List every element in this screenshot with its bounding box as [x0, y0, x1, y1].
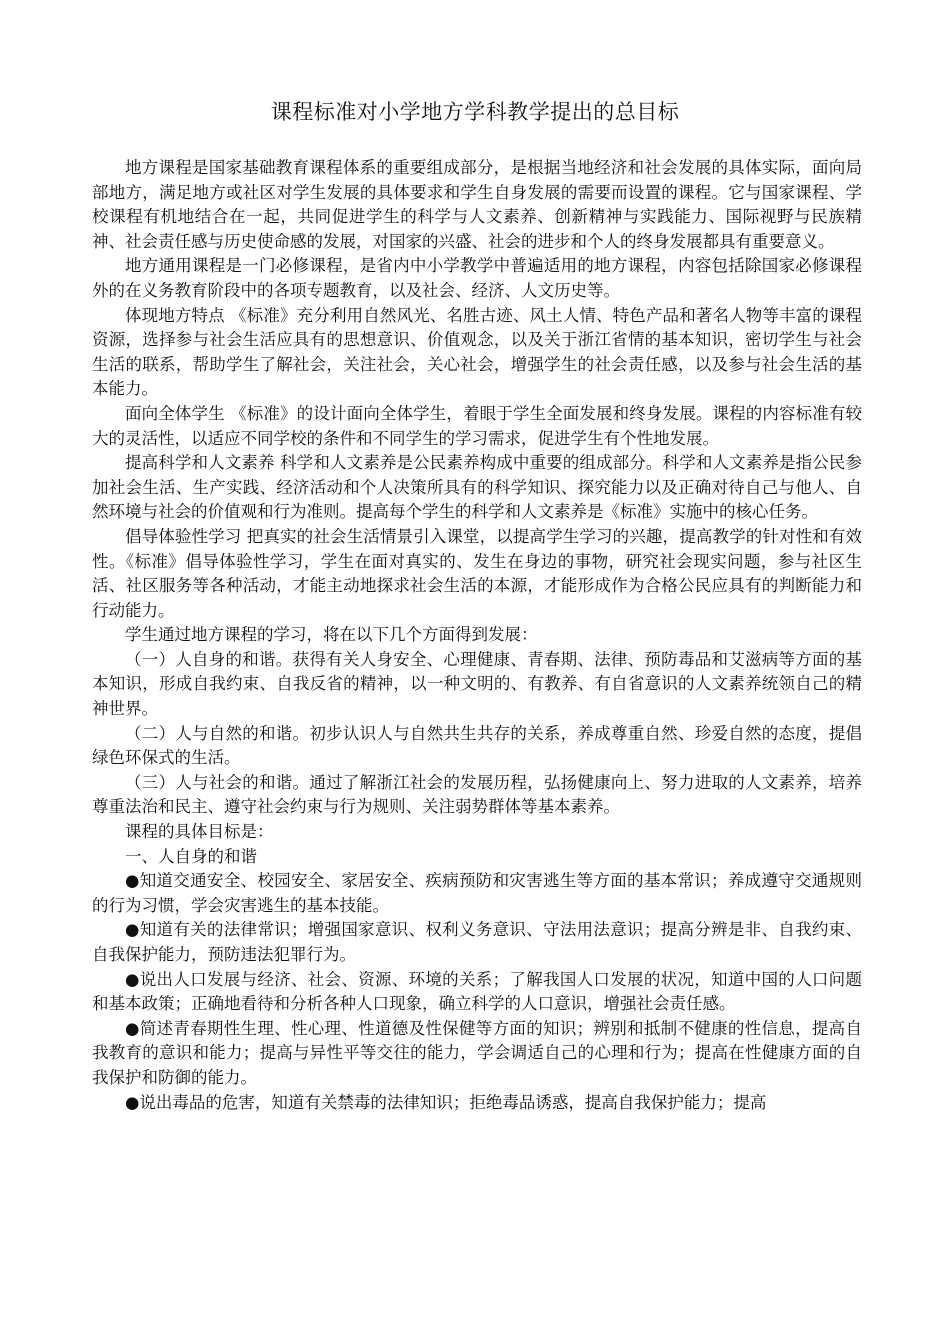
bullet-safety: ●知道交通安全、校园安全、家居安全、疾病预防和灾害逃生等方面的基本常识；养成遵守交通规则的行为习惯，学会灾害逃生的基本技能。	[92, 871, 862, 915]
paragraph-local-features: 体现地方特点 《标准》充分利用自然风光、名胜古迹、风土人情、特色产品和著名人物等丰富的课程资源，选择参与社会生活应具有的思想意识、价值观念，以及关于浙江省情的基本知识，密切学生与社会生活的联系，帮助学生了解社会，关注社会，关心社会，增强学生的社会责任感，以及参与社会生活的基本能力。	[92, 305, 862, 399]
bullet-law: ●知道有关的法律常识；增强国家意识、权利义务意识、守法用法意识；提高分辨是非、自我约束、自我保护能力，预防违法犯罪行为。	[92, 920, 862, 964]
bullet-drugs: ●说出毒品的危害，知道有关禁毒的法律知识；拒绝毒品诱惑，提高自我保护能力；提高	[125, 1092, 767, 1112]
paragraph-nature-harmony: （二）人与自然的和谐。初步认识人与自然共生共存的关系，养成尊重自然、珍爱自然的态度，提倡绿色环保式的生活。	[92, 723, 862, 768]
bullet-adolescence: ●简述青春期性生理、性心理、性道德及性保健等方面的知识；辨别和抵制不健康的性信息，提高自我教育的意识和能力；提高与异性平等交往的能力，学会调适自己的心理和行为；提高在性健康方面的自我保护和防御的能力。	[92, 1018, 862, 1087]
section-heading-self-harmony: 一、人自身的和谐	[125, 846, 257, 866]
paragraph-specific-goals: 课程的具体目标是：	[125, 822, 274, 842]
paragraph-society-harmony: （三）人与社会的和谐。通过了解浙江社会的发展历程，弘扬健康向上、努力进取的人文素养，培养尊重法治和民主、遵守社会约束与行为规则、关注弱势群体等基本素养。	[92, 772, 862, 817]
paragraph-local-curriculum-intro: 地方课程是国家基础教育课程体系的重要组成部分，是根据当地经济和社会发展的具体实际，面向局部地方，满足地方或社区对学生发展的具体要求和学生自身发展的需要而设置的课程。它与国家课程、学校课程有机地结合在一起，共同促进学生的科学与人文素养、创新精神与实践能力、国际视野与民族精神、社会责任感与历史使命感的发展，对国家的兴盛、社会的进步和个人的终身发展都具有重要意义。	[92, 158, 862, 251]
document-title: 课程标准对小学地方学科教学提出的总目标	[270, 100, 680, 124]
bullet-population: ●说出人口发展与经济、社会、资源、环境的关系；了解我国人口发展的状况，知道中国的人口问题和基本政策；正确地看待和分析各种人口现象，确立科学的人口意识，增强社会责任感。	[92, 969, 862, 1014]
paragraph-experiential-learning: 倡导体验性学习 把真实的社会生活情景引入课堂，以提高学生学习的兴趣，提高教学的针对性和有效性。《标准》倡导体验性学习，学生在面对真实的、发生在身边的事物，研究社会现实问题，参与社区生活、社区服务等各种活动，才能主动地探求社会生活的本源，才能形成作为合格公民应具有的判断能力和行动能力。	[92, 526, 862, 620]
document-body	[92, 156, 862, 1115]
paragraph-self-harmony: （一）人自身的和谐。获得有关人身安全、心理健康、青春期、法律、预防毒品和艾滋病等方面的基本知识，形成自我约束、自我反省的精神，以一种文明的、有教养、有自省意识的人文素养统领自己的精神世界。	[92, 649, 862, 719]
paragraph-all-students: 面向全体学生 《标准》的设计面向全体学生，着眼于学生全面发展和终身发展。课程的内容标准有较大的灵活性，以适应不同学校的条件和不同学生的学习需求，促进学生有个性地发展。	[92, 403, 862, 448]
paragraph-general-curriculum: 地方通用课程是一门必修课程，是省内中小学教学中普遍适用的地方课程，内容包括除国家必修课程外的在义务教育阶段中的各项专题教育，以及社会、经济、人文历史等。	[92, 256, 862, 300]
paragraph-science-humanities: 提高科学和人文素养 科学和人文素养是公民素养构成中重要的组成部分。科学和人文素养是指公民参加社会生活、生产实践、经济活动和个人决策所具有的科学知识、探究能力以及正确对待自己与他人、自然环境与社会的价值观和行为准则。提高每个学生的科学和人文素养是《标准》实施中的核心任务。	[92, 453, 862, 522]
paragraph-development-intro: 学生通过地方课程的学习，将在以下几个方面得到发展：	[125, 625, 538, 645]
